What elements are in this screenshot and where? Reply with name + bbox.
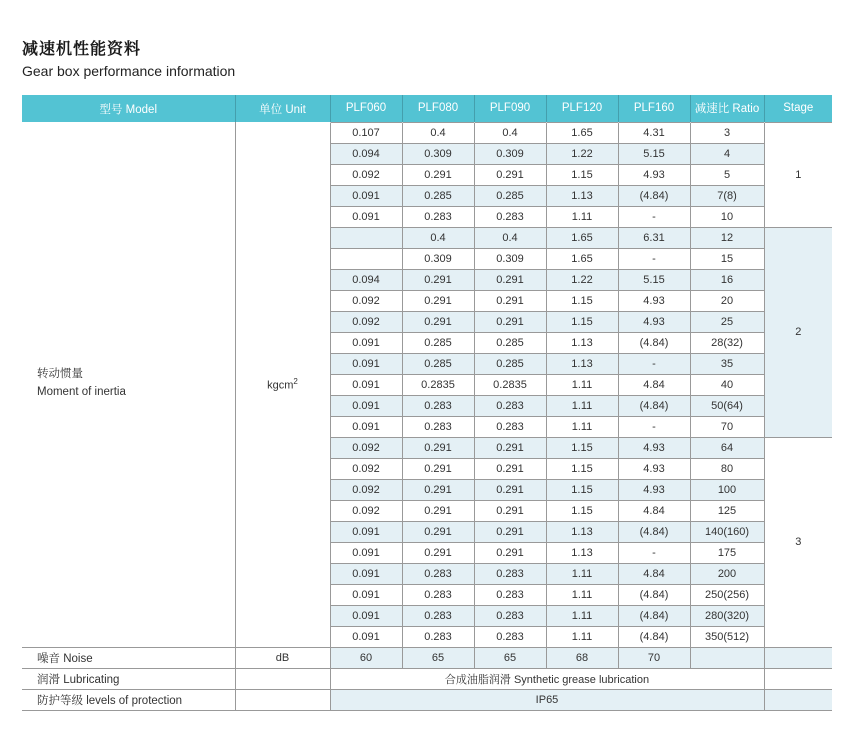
cell-plf060: 0.094 bbox=[330, 143, 402, 164]
cell-plf120: 1.11 bbox=[546, 563, 618, 584]
cell-plf060: 0.091 bbox=[330, 395, 402, 416]
protection-stage-empty bbox=[764, 689, 832, 710]
cell-plf060: 0.091 bbox=[330, 185, 402, 206]
cell-plf090: 0.291 bbox=[474, 479, 546, 500]
cell-plf160: - bbox=[618, 248, 690, 269]
cell-plf160: 4.93 bbox=[618, 458, 690, 479]
cell-plf080: 0.283 bbox=[402, 206, 474, 227]
cell-plf120: 1.15 bbox=[546, 437, 618, 458]
cell-plf080: 0.283 bbox=[402, 395, 474, 416]
cell-plf160: (4.84) bbox=[618, 395, 690, 416]
header-stage: Stage bbox=[764, 95, 832, 122]
cell-plf160: 4.93 bbox=[618, 311, 690, 332]
cell-plf080: 0.291 bbox=[402, 500, 474, 521]
cell-plf120: 1.11 bbox=[546, 206, 618, 227]
cell-plf080: 0.291 bbox=[402, 542, 474, 563]
cell-plf160: 4.93 bbox=[618, 437, 690, 458]
cell-plf120: 1.11 bbox=[546, 374, 618, 395]
cell-plf120: 1.11 bbox=[546, 626, 618, 647]
page-title-en: Gear box performance information bbox=[22, 63, 236, 79]
cell-plf080: 0.283 bbox=[402, 563, 474, 584]
cell-plf120: 1.15 bbox=[546, 458, 618, 479]
cell-ratio: 10 bbox=[690, 206, 764, 227]
cell-plf160: - bbox=[618, 353, 690, 374]
cell-plf120: 1.13 bbox=[546, 353, 618, 374]
cell-ratio: 3 bbox=[690, 122, 764, 143]
cell-ratio: 250(256) bbox=[690, 584, 764, 605]
stage-cell: 1 bbox=[764, 122, 832, 227]
cell-plf080: 0.291 bbox=[402, 479, 474, 500]
cell-plf120: 1.15 bbox=[546, 290, 618, 311]
cell-plf090: 0.291 bbox=[474, 164, 546, 185]
cell-plf090: 0.283 bbox=[474, 605, 546, 626]
cell-plf080: 0.291 bbox=[402, 290, 474, 311]
cell-plf090: 0.4 bbox=[474, 122, 546, 143]
cell-plf060: 0.092 bbox=[330, 458, 402, 479]
noise-value-plf090: 65 bbox=[474, 647, 546, 668]
noise-label: 噪音 Noise bbox=[22, 647, 235, 668]
cell-ratio: 15 bbox=[690, 248, 764, 269]
cell-plf060: 0.092 bbox=[330, 500, 402, 521]
page-title-zh: 减速机性能资料 bbox=[22, 41, 142, 58]
cell-plf060: 0.091 bbox=[330, 332, 402, 353]
cell-plf090: 0.283 bbox=[474, 584, 546, 605]
noise-ratio-empty bbox=[690, 647, 764, 668]
cell-ratio: 40 bbox=[690, 374, 764, 395]
cell-plf120: 1.22 bbox=[546, 269, 618, 290]
cell-plf120: 1.11 bbox=[546, 605, 618, 626]
cell-plf080: 0.285 bbox=[402, 332, 474, 353]
cell-plf060: 0.107 bbox=[330, 122, 402, 143]
cell-ratio: 20 bbox=[690, 290, 764, 311]
cell-plf120: 1.13 bbox=[546, 185, 618, 206]
cell-plf090: 0.291 bbox=[474, 311, 546, 332]
protection-value: IP65 bbox=[330, 689, 764, 710]
cell-ratio: 125 bbox=[690, 500, 764, 521]
cell-plf120: 1.13 bbox=[546, 521, 618, 542]
cell-plf060: 0.091 bbox=[330, 416, 402, 437]
cell-plf080: 0.291 bbox=[402, 437, 474, 458]
cell-plf090: 0.283 bbox=[474, 416, 546, 437]
cell-plf080: 0.2835 bbox=[402, 374, 474, 395]
cell-plf080: 0.309 bbox=[402, 143, 474, 164]
noise-stage-empty bbox=[764, 647, 832, 668]
noise-value-plf080: 65 bbox=[402, 647, 474, 668]
cell-plf160: (4.84) bbox=[618, 521, 690, 542]
cell-ratio: 80 bbox=[690, 458, 764, 479]
cell-plf090: 0.291 bbox=[474, 290, 546, 311]
cell-plf090: 0.309 bbox=[474, 248, 546, 269]
noise-value-plf060: 60 bbox=[330, 647, 402, 668]
protection-label: 防护等级 levels of protection bbox=[22, 689, 235, 710]
cell-plf080: 0.285 bbox=[402, 353, 474, 374]
cell-plf060: 0.092 bbox=[330, 437, 402, 458]
cell-plf120: 1.11 bbox=[546, 416, 618, 437]
cell-plf080: 0.291 bbox=[402, 164, 474, 185]
header-plf090: PLF090 bbox=[474, 95, 546, 122]
lubricating-stage-empty bbox=[764, 668, 832, 689]
stage-cell: 3 bbox=[764, 437, 832, 647]
cell-ratio: 200 bbox=[690, 563, 764, 584]
inertia-body bbox=[22, 122, 832, 647]
cell-plf160: 4.84 bbox=[618, 500, 690, 521]
cell-plf160: 4.93 bbox=[618, 290, 690, 311]
cell-plf090: 0.283 bbox=[474, 206, 546, 227]
cell-plf090: 0.291 bbox=[474, 269, 546, 290]
cell-plf090: 0.283 bbox=[474, 395, 546, 416]
cell-ratio: 100 bbox=[690, 479, 764, 500]
inertia-label: 转动惯量 Moment of inertia bbox=[22, 122, 235, 647]
cell-ratio: 35 bbox=[690, 353, 764, 374]
cell-plf090: 0.285 bbox=[474, 332, 546, 353]
cell-plf160: 5.15 bbox=[618, 269, 690, 290]
cell-plf160: 4.84 bbox=[618, 374, 690, 395]
lubricating-unit-empty bbox=[235, 668, 330, 689]
cell-plf060: 0.091 bbox=[330, 626, 402, 647]
noise-value-plf160: 70 bbox=[618, 647, 690, 668]
cell-plf060: 0.091 bbox=[330, 542, 402, 563]
cell-ratio: 50(64) bbox=[690, 395, 764, 416]
cell-ratio: 70 bbox=[690, 416, 764, 437]
cell-ratio: 28(32) bbox=[690, 332, 764, 353]
cell-plf060: 0.092 bbox=[330, 311, 402, 332]
cell-plf060: 0.091 bbox=[330, 605, 402, 626]
cell-plf080: 0.283 bbox=[402, 626, 474, 647]
cell-plf060: 0.094 bbox=[330, 269, 402, 290]
cell-plf120: 1.15 bbox=[546, 479, 618, 500]
cell-plf090: 0.283 bbox=[474, 563, 546, 584]
lubricating-value: 合成油脂润滑 Synthetic grease lubrication bbox=[330, 668, 764, 689]
cell-plf090: 0.285 bbox=[474, 353, 546, 374]
header-plf060: PLF060 bbox=[330, 95, 402, 122]
cell-plf120: 1.15 bbox=[546, 164, 618, 185]
noise-row bbox=[22, 647, 832, 668]
cell-plf090: 0.4 bbox=[474, 227, 546, 248]
header-model: 型号 Model bbox=[22, 95, 235, 122]
cell-plf060: 0.091 bbox=[330, 353, 402, 374]
cell-plf120: 1.65 bbox=[546, 248, 618, 269]
cell-plf160: (4.84) bbox=[618, 626, 690, 647]
cell-plf090: 0.285 bbox=[474, 185, 546, 206]
cell-ratio: 140(160) bbox=[690, 521, 764, 542]
cell-plf120: 1.22 bbox=[546, 143, 618, 164]
cell-plf080: 0.283 bbox=[402, 605, 474, 626]
noise-value-plf120: 68 bbox=[546, 647, 618, 668]
cell-plf060: 0.092 bbox=[330, 290, 402, 311]
cell-plf160: (4.84) bbox=[618, 185, 690, 206]
cell-plf080: 0.291 bbox=[402, 269, 474, 290]
cell-ratio: 5 bbox=[690, 164, 764, 185]
cell-plf060: 0.091 bbox=[330, 206, 402, 227]
cell-plf160: 4.93 bbox=[618, 479, 690, 500]
cell-plf120: 1.13 bbox=[546, 542, 618, 563]
inertia-row bbox=[22, 122, 832, 143]
protection-row bbox=[22, 689, 832, 710]
cell-plf160: 6.31 bbox=[618, 227, 690, 248]
lubricating-label: 润滑 Lubricating bbox=[22, 668, 235, 689]
cell-plf160: (4.84) bbox=[618, 584, 690, 605]
header-plf080: PLF080 bbox=[402, 95, 474, 122]
cell-plf090: 0.291 bbox=[474, 521, 546, 542]
cell-plf120: 1.65 bbox=[546, 227, 618, 248]
cell-plf090: 0.291 bbox=[474, 437, 546, 458]
cell-ratio: 25 bbox=[690, 311, 764, 332]
cell-plf120: 1.65 bbox=[546, 122, 618, 143]
cell-plf090: 0.291 bbox=[474, 500, 546, 521]
header-ratio: 减速比 Ratio bbox=[690, 95, 764, 122]
cell-plf160: (4.84) bbox=[618, 332, 690, 353]
cell-plf080: 0.291 bbox=[402, 521, 474, 542]
noise-unit: dB bbox=[235, 647, 330, 668]
cell-ratio: 7(8) bbox=[690, 185, 764, 206]
cell-plf120: 1.11 bbox=[546, 395, 618, 416]
lubricating-row bbox=[22, 668, 832, 689]
cell-ratio: 175 bbox=[690, 542, 764, 563]
cell-plf160: - bbox=[618, 206, 690, 227]
cell-plf060: 0.091 bbox=[330, 584, 402, 605]
cell-ratio: 16 bbox=[690, 269, 764, 290]
cell-ratio: 280(320) bbox=[690, 605, 764, 626]
header-unit: 单位 Unit bbox=[235, 95, 330, 122]
cell-plf060: 0.091 bbox=[330, 563, 402, 584]
cell-plf090: 0.291 bbox=[474, 458, 546, 479]
cell-ratio: 350(512) bbox=[690, 626, 764, 647]
cell-plf060 bbox=[330, 227, 402, 248]
inertia-unit: kgcm$^2$ bbox=[235, 122, 330, 647]
cell-ratio: 4 bbox=[690, 143, 764, 164]
cell-plf080: 0.283 bbox=[402, 416, 474, 437]
header-plf160: PLF160 bbox=[618, 95, 690, 122]
cell-plf060: 0.092 bbox=[330, 164, 402, 185]
cell-plf060: 0.091 bbox=[330, 374, 402, 395]
cell-plf080: 0.285 bbox=[402, 185, 474, 206]
cell-plf090: 0.309 bbox=[474, 143, 546, 164]
table-header-row bbox=[22, 95, 832, 122]
cell-plf160: (4.84) bbox=[618, 605, 690, 626]
cell-plf120: 1.15 bbox=[546, 311, 618, 332]
protection-unit-empty bbox=[235, 689, 330, 710]
stage-cell: 2 bbox=[764, 227, 832, 437]
cell-plf080: 0.309 bbox=[402, 248, 474, 269]
cell-plf060: 0.091 bbox=[330, 521, 402, 542]
cell-plf090: 0.291 bbox=[474, 542, 546, 563]
cell-plf080: 0.291 bbox=[402, 311, 474, 332]
cell-plf090: 0.283 bbox=[474, 626, 546, 647]
performance-table bbox=[22, 95, 832, 711]
cell-plf160: 4.31 bbox=[618, 122, 690, 143]
bottom-body bbox=[22, 647, 832, 710]
cell-plf160: 4.93 bbox=[618, 164, 690, 185]
cell-plf060 bbox=[330, 248, 402, 269]
cell-plf120: 1.13 bbox=[546, 332, 618, 353]
cell-plf080: 0.283 bbox=[402, 584, 474, 605]
cell-plf080: 0.291 bbox=[402, 458, 474, 479]
cell-plf160: 5.15 bbox=[618, 143, 690, 164]
cell-ratio: 12 bbox=[690, 227, 764, 248]
cell-plf120: 1.15 bbox=[546, 500, 618, 521]
cell-plf160: 4.84 bbox=[618, 563, 690, 584]
cell-plf160: - bbox=[618, 542, 690, 563]
cell-plf060: 0.092 bbox=[330, 479, 402, 500]
cell-plf080: 0.4 bbox=[402, 227, 474, 248]
cell-plf090: 0.2835 bbox=[474, 374, 546, 395]
cell-plf160: - bbox=[618, 416, 690, 437]
cell-ratio: 64 bbox=[690, 437, 764, 458]
cell-plf120: 1.11 bbox=[546, 584, 618, 605]
header-plf120: PLF120 bbox=[546, 95, 618, 122]
cell-plf080: 0.4 bbox=[402, 122, 474, 143]
